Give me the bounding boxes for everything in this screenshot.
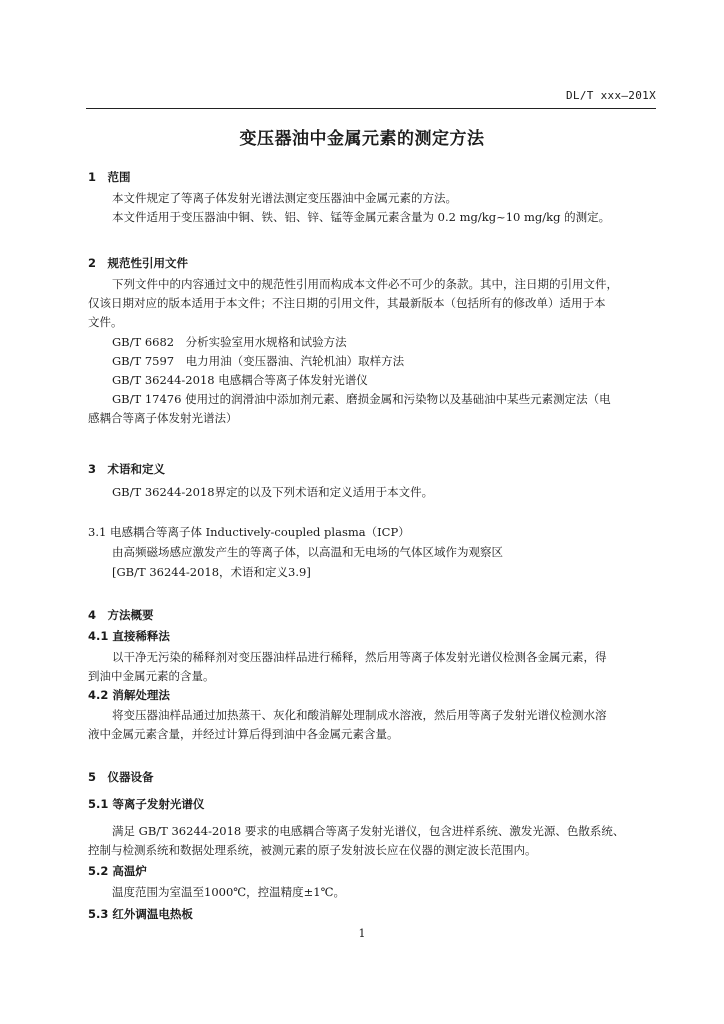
paragraph: 满足 GB/T 36244-2018 要求的电感耦合等离子发射光谱仪，包含进样系统、激发光源、色散系统、	[112, 824, 625, 838]
subsection-4-1-heading: 4.1 直接稀释法	[88, 629, 170, 643]
paragraph: 控制与检测系统和数据处理系统，被测元素的原子发射波长应在仪器的测定波长范围内。	[88, 843, 537, 857]
paragraph: 到油中金属元素的含量。	[88, 669, 215, 683]
paragraph: GB/T 36244-2018界定的以及下列术语和定义适用于本文件。	[112, 485, 434, 499]
subsection-5-2-heading: 5.2 高温炉	[88, 864, 147, 878]
subsection-4-2-heading: 4.2 消解处理法	[88, 688, 170, 702]
header-rule	[86, 108, 656, 109]
paragraph: 将变压器油样品通过加热蒸干、灰化和酸消解处理制成水溶液，然后用等离子发射光谱仪检测水溶	[112, 708, 607, 722]
reference-item: GB/T 6682 分析实验室用水规格和试验方法	[112, 335, 347, 349]
section-2-heading: 2 规范性引用文件	[88, 256, 189, 270]
page-number: 1	[358, 927, 366, 940]
paragraph: 液中金属元素含量，并经过计算后得到油中各金属元素含量。	[88, 727, 399, 741]
paragraph: [GB/T 36244-2018，术语和定义3.9]	[112, 565, 311, 579]
paragraph: 本文件规定了等离子体发射光谱法测定变压器油中金属元素的方法。	[112, 191, 457, 205]
section-1-heading: 1 范围	[88, 170, 131, 184]
paragraph: 下列文件中的内容通过文中的规范性引用而构成本文件必不可少的条款。其中，注日期的引用文件，	[112, 277, 618, 291]
reference-item: GB/T 36244-2018 电感耦合等离子体发射光谱仪	[112, 373, 368, 387]
paragraph: 由高频磁场感应激发产生的等离子体，以高温和无电场的气体区域作为观察区	[112, 545, 503, 559]
reference-item: 感耦合等离子体发射光谱法）	[88, 411, 238, 425]
document-title: 变压器油中金属元素的测定方法	[239, 129, 485, 149]
paragraph: 仅该日期对应的版本适用于本文件；不注日期的引用文件，其最新版本（包括所有的修改单）适用于本	[88, 296, 606, 310]
paragraph: 温度范围为室温至1000℃，控温精度±1℃。	[112, 885, 345, 899]
paragraph: 文件。	[88, 315, 123, 329]
section-5-heading: 5 仪器设备	[88, 770, 154, 784]
paragraph: 以干净无污染的稀释剂对变压器油样品进行稀释，然后用等离子体发射光谱仪检测各金属元素，得	[112, 650, 607, 664]
reference-item: GB/T 7597 电力用油（变压器油、汽轮机油）取样方法	[112, 354, 405, 368]
reference-item: GB/T 17476 使用过的润滑油中添加剂元素、磨损金属和污染物以及基础油中某些元素测定法（电	[112, 392, 611, 406]
paragraph: 本文件适用于变压器油中铜、铁、铝、锌、锰等金属元素含量为 0.2 mg/kg~10 mg/kg 的测定。	[112, 210, 611, 224]
subsection-5-3-heading: 5.3 红外调温电热板	[88, 907, 193, 921]
section-4-heading: 4 方法概要	[88, 608, 154, 622]
section-3-heading: 3 术语和定义	[88, 462, 166, 476]
subsection-3-1-heading: 3.1 电感耦合等离子体 Inductively-coupled plasma（ICP）	[88, 525, 410, 539]
document-code: DL/T xxx—201X	[566, 89, 656, 102]
subsection-5-1-heading: 5.1 等离子发射光谱仪	[88, 797, 205, 811]
